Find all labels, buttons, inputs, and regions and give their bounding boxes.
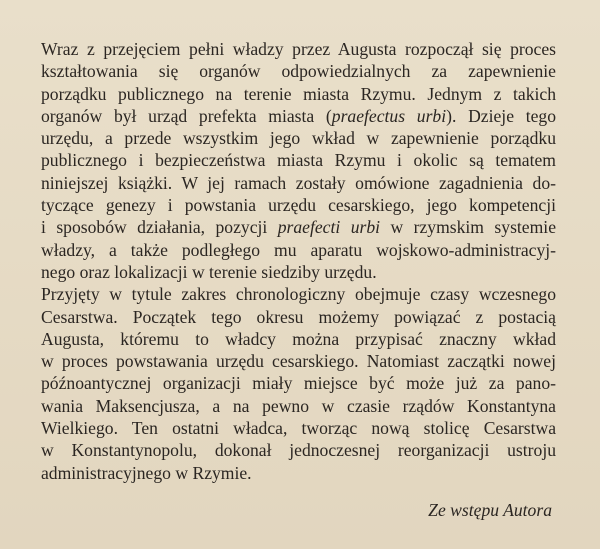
- italic-term: praefecti urbi: [277, 217, 381, 238]
- text-segment: wania Maksencjusza, a na pewno w czasie rządów Konstantyna: [41, 395, 556, 416]
- text-segment: Augusta, któremu to władcy można przypisać znaczny wkład: [41, 328, 556, 349]
- text-line: [41, 172, 556, 194]
- text-line: [41, 239, 556, 261]
- text-segment: tyczące genezy i powstania urzędu cesarskiego, jego kompetencji: [41, 195, 556, 216]
- text-segment: w proces powstawania urzędu cesarskiego. Natomiast zaczątki nowej: [41, 351, 556, 372]
- text-line: [41, 261, 556, 283]
- text-segment: porządku publicznego na terenie miasta Rzymu. Jednym z takich: [41, 83, 556, 104]
- text-segment: publicznego i bezpieczeństwa miasta Rzymu i okolic są tematem: [41, 150, 556, 171]
- text-line: [41, 105, 556, 127]
- text-segment: Cesarstwa. Początek tego okresu możemy powiązać z postacią: [41, 306, 556, 327]
- text-segment: ). Dzieje tego: [446, 105, 557, 126]
- text-line: [41, 462, 556, 484]
- text-line: [41, 38, 556, 60]
- text-line: [41, 439, 556, 461]
- text-segment: Wielkiego. Ten ostatni władca, tworząc nową stolicę Cesarstwa: [41, 418, 556, 439]
- text-line: [41, 149, 556, 171]
- text-segment: Przyjęty w tytule zakres chronologiczny obejmuje czasy wczesnego: [41, 284, 556, 305]
- text-line: [41, 283, 556, 305]
- text-segment: władzy, a także podległego mu aparatu wojskowo-administracyj-: [41, 239, 556, 260]
- text-segment: w rzymskim systemie: [380, 217, 556, 238]
- italic-term: praefectus urbi: [331, 105, 447, 126]
- text-segment: Wraz z przejęciem pełni władzy przez Augusta rozpoczął się proces: [41, 39, 556, 59]
- attribution: Ze wstępu Autora: [428, 500, 552, 520]
- text-line: [41, 372, 556, 394]
- text-line: [41, 216, 556, 238]
- text-segment: nego oraz lokalizacji w terenie siedziby urzędu.: [41, 261, 377, 282]
- text-segment: późnoantycznej organizacji miały miejsce być może już za pano-: [41, 373, 556, 394]
- text-line: [41, 350, 556, 372]
- text-segment: w Konstantynopolu, dokonał jednoczesnej reorganizacji ustroju: [41, 440, 556, 461]
- text-segment: i sposobów działania, pozycji: [41, 217, 278, 238]
- text-line: [41, 306, 556, 328]
- text-line: [41, 194, 556, 216]
- text-segment: organów był urząd prefekta miasta (: [41, 105, 332, 126]
- text-segment: administracyjnego w Rzymie.: [41, 462, 252, 483]
- text-line: [41, 60, 556, 82]
- text-segment: niniejszej książki. W jej ramach zostały omówione zagadnienia do-: [41, 172, 556, 193]
- text-line: [41, 127, 556, 149]
- description-text: [41, 38, 556, 484]
- text-line: [41, 328, 556, 350]
- text-line: [41, 395, 556, 417]
- text-segment: urzędu, a przede wszystkim jego wkład w zapewnienie porządku: [41, 128, 556, 149]
- text-line: [41, 83, 556, 105]
- text-segment: kształtowania się organów odpowiedzialnych za zapewnienie: [41, 61, 556, 82]
- text-line: [41, 417, 556, 439]
